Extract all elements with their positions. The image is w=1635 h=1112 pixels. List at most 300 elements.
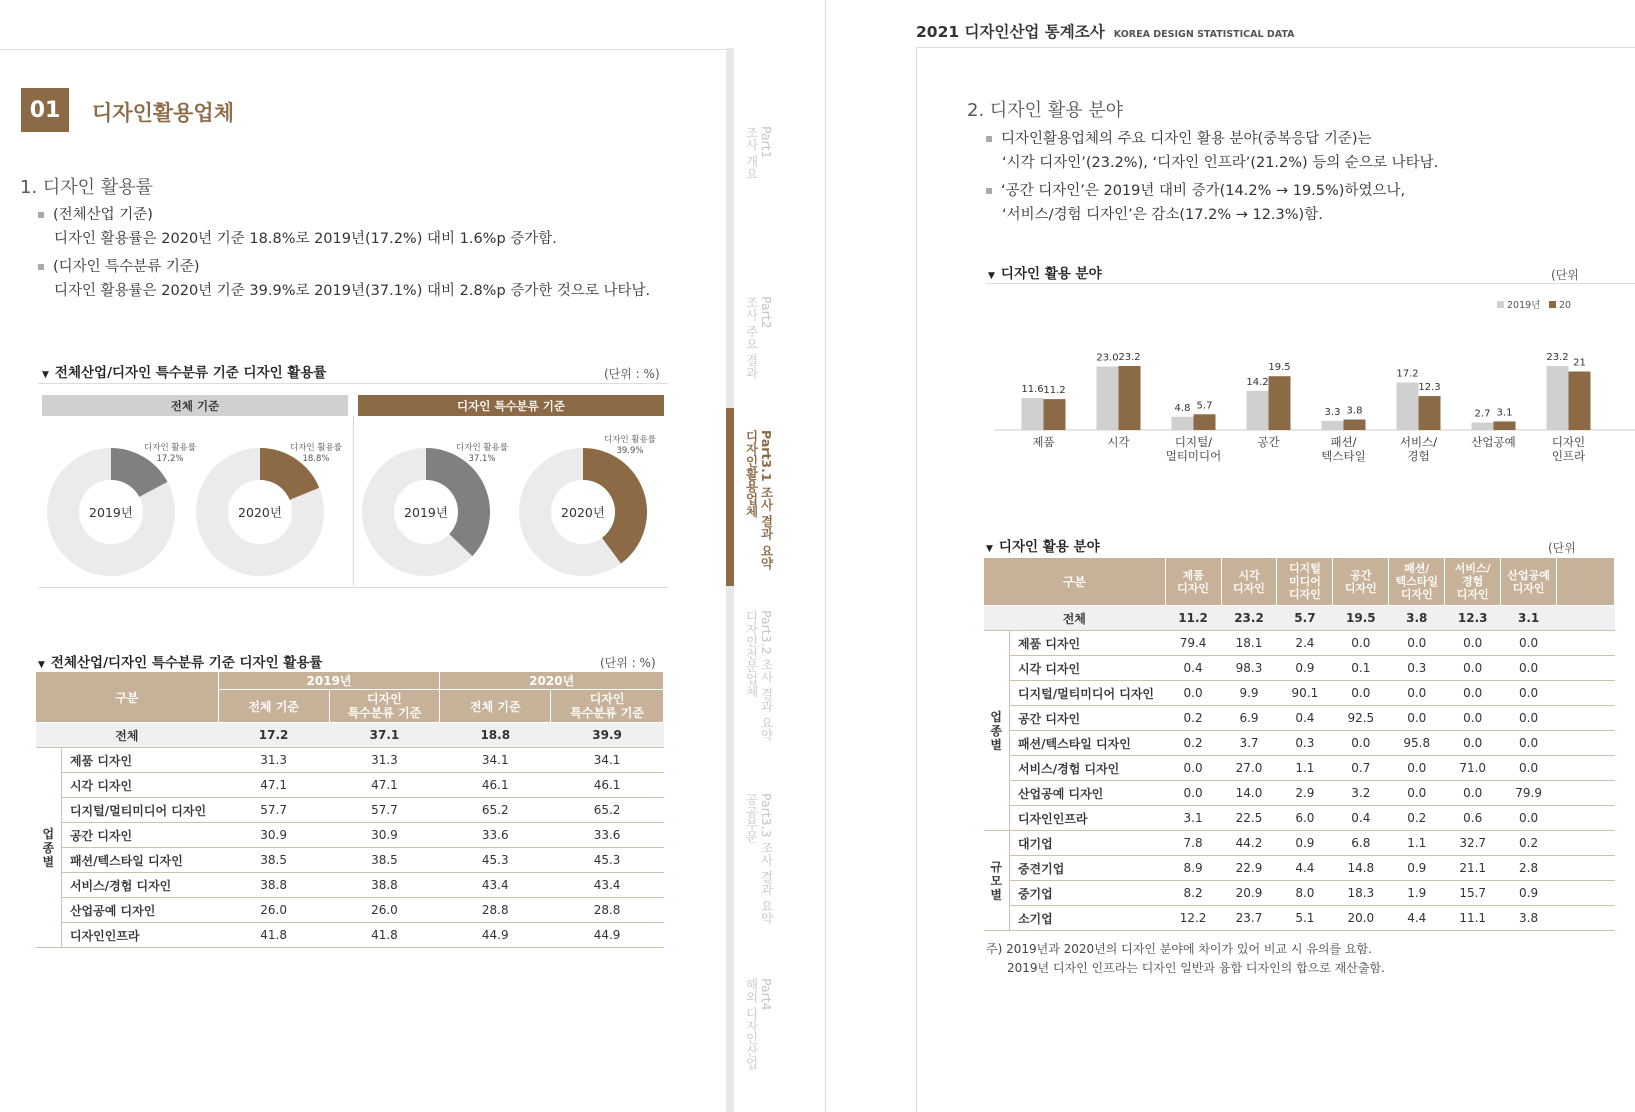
table-cell: 33.6 [551,823,664,848]
bar-value-label: 4.8 [1174,402,1191,414]
table-cell: 33.6 [440,823,551,848]
table-row [984,706,1615,731]
table-cell: 71.0 [1445,756,1501,781]
row-group-label [984,631,1010,831]
table-row [984,756,1615,781]
table-cell: 0.6 [1445,806,1501,831]
table-cell: 31.3 [329,748,440,773]
side-tab-label-2: 디자인전문업체 [744,610,759,698]
table-cell: 28.8 [440,898,551,923]
table-cell: 0.1 [1333,656,1389,681]
table-cell: 45.3 [440,848,551,873]
row-label: 디지털/멀티미디어 디자인 [61,798,218,823]
side-tab-label-1: Part2 [759,296,774,329]
row-group-char: 별 [990,887,1003,902]
donut-chart-unit: (단위 : %) [604,367,660,381]
table-header-line: 디자인 [1400,588,1433,601]
row-label: 패션/텍스타일 디자인 [1009,731,1165,756]
table-header-line: 디자인 [1288,588,1321,601]
table-cell: 3.8 [1501,906,1557,931]
table-header-all: 전체 기준 [440,690,551,723]
bar-2019 [1472,423,1494,430]
table-cell: 8.2 [1165,881,1221,906]
table-cell: 57.7 [329,798,440,823]
table-header-line: 경험 [1462,575,1484,588]
section-number-badge: 01 [21,88,69,132]
table-cell: 0.0 [1501,706,1557,731]
bullet-label: (디자인 특수분류 기준) [53,259,200,275]
table-cell: 8.9 [1165,856,1221,881]
table-row [36,723,664,748]
side-tab-label-2: 해외 디자인산업 [744,978,759,1070]
table-header-line: 시각 [1238,568,1260,582]
table-row [36,798,664,823]
triangle-down-icon: ▼ [38,660,45,670]
donut-charts [0,420,700,590]
table-cell: 90.1 [1277,681,1333,706]
bullet-line: ‘시각 디자인’(23.2%), ‘디자인 인프라’(21.2%) 등의 순으로 나타남. [1002,155,1439,171]
table-cell: 3.7 [1221,731,1277,756]
table-cell: 0.0 [1501,631,1557,656]
table-cell-cutoff [1557,831,1615,856]
donut-value-label: 37.1% [468,454,496,464]
table-header-gubun: 구분 [36,672,219,723]
table-cell: 47.1 [329,773,440,798]
triangle-down-icon: ▼ [988,271,995,281]
bar-value-label: 3.8 [1346,405,1363,417]
running-header-subtitle: KOREA DESIGN STATISTICAL DATA [1113,29,1295,40]
table-cell: 23.7 [1221,906,1277,931]
table-cell: 43.4 [551,873,664,898]
table-cell: 0.0 [1389,756,1445,781]
table-cell: 14.8 [1333,856,1389,881]
right-field-table [983,557,1615,931]
table-cell: 20.9 [1221,881,1277,906]
table-row [984,806,1615,831]
table-cell: 57.7 [218,798,329,823]
table-cell: 1.1 [1389,831,1445,856]
panel-header-all: 전체 기준 [42,395,348,416]
side-tab-1[interactable] [744,126,774,180]
row-group-char: 별 [990,737,1003,752]
row-label: 공간 디자인 [61,823,218,848]
table-cell: 0.0 [1501,756,1557,781]
table-header-2020: 2020년 [440,672,664,690]
table-cell: 0.9 [1501,881,1557,906]
footnote-line: 주) 2019년과 2020년의 디자인 분야에 차이가 있어 비교 시 유의를 요함. [986,942,1372,956]
heading-design-usage-rate: 1. 디자인 활용률 [20,177,153,198]
table-cell-cutoff [1557,756,1615,781]
table-cell: 0.4 [1333,806,1389,831]
table-cell: 0.0 [1389,781,1445,806]
table-header-line: 디지털 [1288,562,1321,575]
left-usage-table [35,671,664,948]
bar-value-label: 11.2 [1043,385,1066,397]
table-header-2019: 2019년 [218,672,440,690]
row-label: 공간 디자인 [1009,706,1165,731]
side-tab-label-1: Part3.2 조사 결과 요약 [759,610,774,742]
table-header-line: 서비스/ [1454,562,1491,575]
side-tab-label-2: 조사 개요 [744,126,759,180]
bar-2019 [1172,417,1194,430]
legend-swatch-2020 [1549,301,1556,308]
table-cell-cutoff [1557,656,1615,681]
bar-2020 [1494,421,1516,430]
table-cell: 41.8 [218,923,329,948]
row-label: 산업공예 디자인 [61,898,218,923]
table-cell: 12.3 [1445,606,1501,631]
row-label: 제품 디자인 [1009,631,1165,656]
table-cell: 32.7 [1445,831,1501,856]
table-header-line: 공간 [1350,568,1372,582]
table-cell: 14.0 [1221,781,1277,806]
table-header-line: 제품 [1182,568,1204,582]
bar-value-label: 2.7 [1474,408,1491,420]
table-row [984,856,1615,881]
row-label: 디지털/멀티미디어 디자인 [1009,681,1165,706]
table-cell: 79.9 [1501,781,1557,806]
table-row [36,848,664,873]
side-tab-label-1: Part3.1 조사 결과 요약 [759,430,774,570]
row-label: 시각 디자인 [1009,656,1165,681]
table-row [984,831,1615,856]
bar-2019 [1547,366,1569,430]
table-cell: 0.0 [1501,806,1557,831]
table-cell: 0.0 [1445,631,1501,656]
page-gutter [825,0,826,1112]
bullet-square-icon [38,212,44,218]
donut-slice-label: 디자인 활용률 [290,443,342,453]
table-cell: 0.0 [1501,656,1557,681]
bar-2019 [1397,383,1419,430]
table-cell: 0.0 [1333,631,1389,656]
bar-category-label: 공간 [1257,435,1280,449]
bar-category-label: 인프라 [1551,449,1586,463]
bullet-square-icon [38,264,44,270]
table-header-field [1277,558,1333,606]
side-tab-5[interactable] [744,793,774,924]
table-header-line: 디자인 [1456,588,1489,601]
bar-category-label: 제품 [1032,435,1055,449]
bar-2020 [1569,372,1591,430]
bar-value-label: 3.1 [1496,407,1513,419]
table-cell: 46.1 [440,773,551,798]
table-cell: 18.3 [1333,881,1389,906]
table-row [36,873,664,898]
side-tab-active-marker [726,408,734,586]
side-tab-2[interactable] [744,296,774,379]
table-cell: 5.1 [1277,906,1333,931]
table-cell: 0.0 [1389,681,1445,706]
table-cell: 26.0 [329,898,440,923]
running-header-title: 2021 디자인산업 통계조사 [916,23,1105,41]
table-cell: 38.8 [218,873,329,898]
triangle-down-icon: ▼ [42,370,49,380]
table-cell: 38.5 [218,848,329,873]
side-tab-label-2: 디자인활용업체 [744,430,759,518]
table-row [984,906,1615,931]
left-table-title-text: 전체산업/디자인 특수분류 기준 디자인 활용률 [50,655,323,671]
bar-chart [986,290,1635,495]
bar-value-label: 23.2 [1118,352,1141,363]
table-cell: 7.8 [1165,831,1221,856]
bar-chart-title-text: 디자인 활용 분야 [1000,266,1102,282]
bullet-label: (전체산업 기준) [53,207,153,223]
table-cell: 19.5 [1333,606,1389,631]
table-header-special [551,690,664,723]
table-cell: 30.9 [329,823,440,848]
legend-label-2019: 2019년 [1507,300,1541,311]
row-group-char: 모 [990,873,1003,888]
table-header-field [1445,558,1501,606]
table-cell: 43.4 [440,873,551,898]
bar-value-label: 5.7 [1196,400,1213,412]
table-cell: 2.4 [1277,631,1333,656]
table-cell: 38.5 [329,848,440,873]
row-label: 산업공예 디자인 [1009,781,1165,806]
donut-chart-title-text: 전체산업/디자인 특수분류 기준 디자인 활용률 [54,365,327,381]
table-cell: 44.2 [1221,831,1277,856]
table-cell: 0.4 [1165,656,1221,681]
table-cell: 0.2 [1165,706,1221,731]
table-cell: 26.0 [218,898,329,923]
table-cell: 47.1 [218,773,329,798]
right-table-title [986,535,1100,555]
table-cell: 1.1 [1277,756,1333,781]
table-cell: 6.8 [1333,831,1389,856]
row-group-char: 규 [990,859,1003,874]
table-cell: 0.9 [1277,656,1333,681]
table-row [984,781,1615,806]
table-cell: 3.8 [1389,606,1445,631]
table-cell: 0.0 [1333,681,1389,706]
table-header-line: 디자인 [1177,581,1210,595]
table-cell: 0.2 [1165,731,1221,756]
row-label: 패션/텍스타일 디자인 [61,848,218,873]
table-cell-cutoff [1557,781,1615,806]
table-cell: 44.9 [551,923,664,948]
table-cell: 2.8 [1501,856,1557,881]
table-cell: 0.0 [1445,731,1501,756]
table-row [36,898,664,923]
row-label: 서비스/경험 디자인 [61,873,218,898]
side-tab-6[interactable] [744,978,774,1069]
bar-2019 [1322,421,1344,430]
donut-center-label: 2020년 [561,505,605,520]
side-tab-label-1: Part1 [759,126,774,159]
bar-2020 [1194,414,1216,430]
legend-swatch-2019 [1497,301,1504,308]
bullet-square-icon [986,188,992,194]
bullet-text: 디자인 활용률은 2020년 기준 18.8%로 2019년(17.2%) 대비 1.6%p 증가함. [54,231,557,247]
table-row [984,631,1615,656]
bar-category-label: 시각 [1107,435,1130,449]
footnote [986,940,1385,978]
table-cell: 0.3 [1389,656,1445,681]
table-cell-cutoff [1557,631,1615,656]
table-cell: 98.3 [1221,656,1277,681]
table-header-line: 미디어 [1288,575,1321,588]
left-table-title [38,651,322,671]
donut-slice-label: 디자인 활용률 [144,443,196,453]
table-header-special-line2: 특수분류 기준 [570,706,644,720]
right-page-left-rule [916,47,917,1112]
table-cell: 0.0 [1445,781,1501,806]
table-cell: 34.1 [551,748,664,773]
left-table-unit: (단위 : %) [600,656,656,670]
row-label: 제품 디자인 [61,748,218,773]
row-label: 전체 [984,606,1166,631]
table-header-field [1333,558,1389,606]
bar-2019 [1022,398,1044,430]
table-cell: 0.0 [1501,731,1557,756]
table-cell-cutoff [1557,906,1615,931]
table-cell: 0.0 [1389,706,1445,731]
bar-chart-rule [986,283,1635,284]
bar-value-label: 21 [1573,357,1586,369]
donut-value-label: 18.8% [302,454,330,464]
table-header-field [1389,558,1445,606]
table-header-special-line1: 디자인 [589,692,625,706]
donut-value-label: 39.9% [616,446,644,456]
table-cell: 46.1 [551,773,664,798]
bar-value-label: 23.2 [1546,352,1569,363]
table-cell: 0.0 [1165,756,1221,781]
table-cell: 44.9 [440,923,551,948]
table-cell: 0.0 [1165,781,1221,806]
panel-header-special: 디자인 특수분류 기준 [358,395,664,416]
table-cell: 17.2 [218,723,329,748]
bar-category-label: 멀티미디어 [1165,449,1222,463]
bar-value-label: 19.5 [1268,362,1291,374]
row-label: 중견기업 [1009,856,1165,881]
bar-value-label: 12.3 [1418,382,1441,394]
bullet-line: 디자인활용업체의 주요 디자인 활용 분야(중복응답 기준)는 [1001,131,1372,147]
bar-value-label: 23.0 [1096,352,1119,364]
table-header-special [329,690,440,723]
table-cell: 18.8 [440,723,551,748]
side-tab-label-1: Part3.3 조사 결과 요약 [759,793,774,925]
table-cell: 0.0 [1165,681,1221,706]
table-cell: 95.8 [1389,731,1445,756]
row-label: 중기업 [1009,881,1165,906]
table-cell: 79.4 [1165,631,1221,656]
right-bullet-list [986,127,1626,227]
triangle-down-icon: ▼ [986,544,993,554]
bullet-item [38,255,698,279]
table-cell-cutoff [1557,856,1615,881]
table-cell: 0.2 [1389,806,1445,831]
row-label: 서비스/경험 디자인 [1009,756,1165,781]
table-cell: 0.0 [1445,681,1501,706]
bullet-line: ‘공간 디자인’은 2019년 대비 증가(14.2% → 19.5%)하였으나, [1001,183,1406,199]
table-cell: 5.7 [1277,606,1333,631]
table-cell: 65.2 [440,798,551,823]
chart-rule [38,383,668,384]
bullet-item [986,127,1626,151]
bar-2020 [1119,366,1141,430]
row-group-char: 종 [42,840,55,855]
bar-value-label: 14.2 [1246,376,1269,388]
table-header-line: 산업공예 [1507,568,1550,582]
table-cell: 23.2 [1221,606,1277,631]
table-cell: 28.8 [551,898,664,923]
table-header-special-line1: 디자인 [367,692,402,706]
side-tab-label-1: Part4 [759,978,774,1011]
legend-label-2020: 20 [1559,300,1572,311]
row-label: 시각 디자인 [61,773,218,798]
table-cell: 92.5 [1333,706,1389,731]
table-cell: 0.0 [1445,706,1501,731]
row-group-label [984,831,1010,931]
table-cell: 22.9 [1221,856,1277,881]
bar-chart-title [988,262,1102,282]
table-row [984,731,1615,756]
bullet-square-icon [986,136,992,142]
donut-center-label: 2020년 [238,505,282,520]
bar-2020 [1044,399,1066,430]
table-row [984,881,1615,906]
bar-2020 [1419,396,1441,430]
row-label: 전체 [36,723,219,748]
table-cell: 6.0 [1277,806,1333,831]
table-cell: 30.9 [218,823,329,848]
row-group-char: 종 [990,723,1003,738]
side-tab-4[interactable] [744,610,774,741]
row-label: 소기업 [1009,906,1165,931]
row-group-char: 업 [42,826,55,841]
table-cell: 18.1 [1221,631,1277,656]
table-cell: 2.9 [1277,781,1333,806]
table-cell: 3.1 [1501,606,1557,631]
bullet-line: ‘서비스/경험 디자인’은 감소(17.2% → 12.3%)함. [1002,207,1323,223]
side-tab-label-2: 공공부문 [744,793,759,843]
bar-value-label: 11.6 [1021,384,1044,395]
donut-center-label: 2019년 [404,505,448,520]
table-cell-cutoff [1557,881,1615,906]
table-header-line: 텍스타일 [1395,575,1439,588]
bar-category-label: 패션/ [1330,435,1357,449]
bar-value-label: 17.2 [1396,368,1419,380]
row-group-label [36,748,62,948]
right-page-top-rule [916,47,1635,48]
table-cell: 27.0 [1221,756,1277,781]
table-row [36,748,664,773]
table-cell: 11.2 [1165,606,1221,631]
donut-slice-label: 디자인 활용률 [604,435,656,445]
table-cell: 39.9 [551,723,664,748]
bar-2019 [1247,391,1269,430]
side-tab-label-2: 조사 주요 결과 [744,296,759,379]
table-cell: 21.1 [1445,856,1501,881]
row-group-char: 별 [42,854,55,869]
side-tab-3[interactable] [744,430,774,570]
table-cell: 0.2 [1501,831,1557,856]
table-cell: 37.1 [329,723,440,748]
bar-category-label: 산업공예 [1471,435,1516,449]
bar-value-label: 3.3 [1324,406,1341,418]
row-label: 디자인인프라 [1009,806,1165,831]
side-tab-nav [734,48,794,1112]
table-cell: 3.1 [1165,806,1221,831]
donut-value-label: 17.2% [156,454,184,464]
table-cell-cutoff [1557,606,1615,631]
table-cell: 12.2 [1165,906,1221,931]
table-cell: 0.0 [1501,681,1557,706]
table-header-field [1165,558,1221,606]
bar-chart-unit: (단위 [1551,268,1579,282]
table-header-special-line2: 특수분류 기준 [347,706,422,720]
